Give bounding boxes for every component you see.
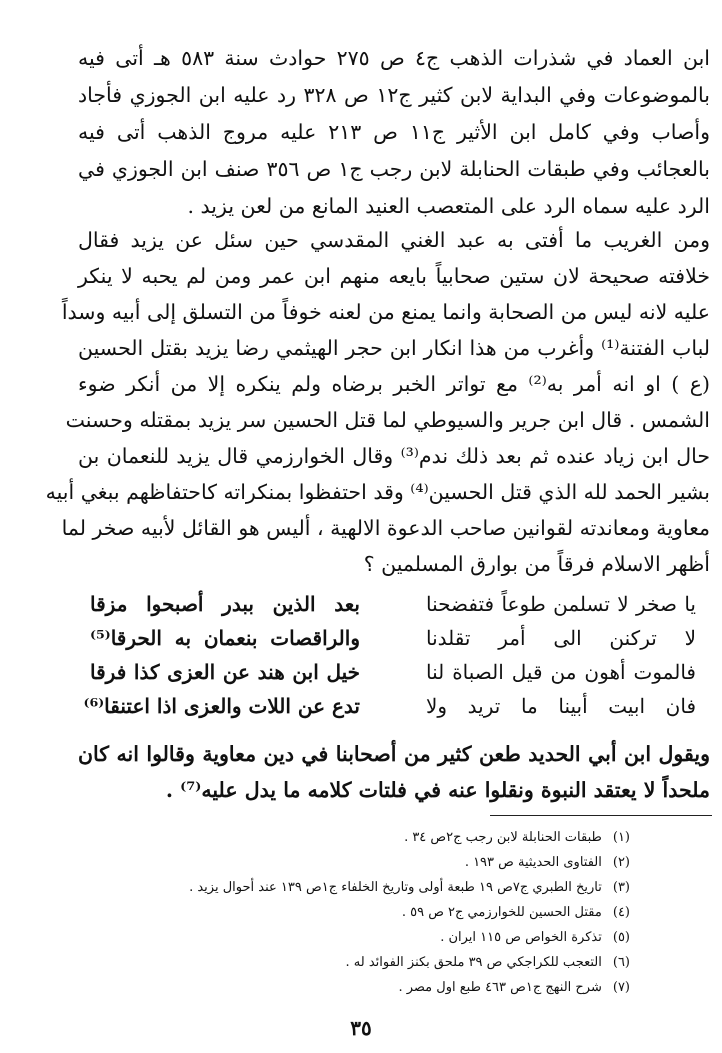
text-line: بشير الحمد لله الذي قتل الحسين⁽⁴⁾ وقد احتفظوا بمنكراته كاحتفاظهم ببغي أبيه — [45, 480, 710, 504]
footnote-number: (٦) — [612, 955, 630, 970]
verse-second-hemistich: تدع عن اللات والعزى اذا اعتنقا⁽⁶⁾ — [83, 694, 360, 718]
verse-second-hemistich: بعد الذين ببدر أصبحوا مزقا — [90, 592, 360, 616]
text-line: ملحداً لا يعتقد النبوة ونقلوا عنه في فلتات كلامه ما يدل عليه⁽⁷⁾ . — [165, 778, 710, 802]
footnote — [70, 851, 630, 875]
footnote — [70, 976, 630, 1000]
page-number: ٣٥ — [350, 1016, 372, 1040]
text-line: خلافته صحيحة لان ستين صحابياً بايعه منهم ابن عمر ومن لم يحبه لا ينكر — [78, 264, 710, 288]
text-line: الرد عليه سماه الرد على المتعصب العنيد المانع من لعن يزيد . — [187, 194, 710, 218]
text-line: ويقول ابن أبي الحديد طعن كثير من أصحابنا في دين معاوية وقالوا انه كان — [78, 742, 710, 766]
footnote-text: التعجب للكراجكي ص ٣٩ ملحق بكنز الفوائد له . — [345, 955, 602, 970]
text-line: عليه لانه ليس من الصحابة وانما يمنع من لعنه خوفاً من التسلق إلى أبيه وسداً — [61, 300, 710, 324]
footnote-number: (١) — [612, 830, 630, 845]
footnote-separator — [490, 815, 712, 816]
footnote-text: شرح النهج ج١ص ٤٦٣ طبع اول مصر . — [398, 980, 602, 995]
footnote-number: (٧) — [612, 980, 630, 995]
text-line: وأصاب وفي كامل ابن الأثير ج١١ ص ٢١٣ عليه مروج الذهب أتى فيه — [78, 120, 710, 144]
text-line: لباب الفتنة⁽¹⁾ وأغرب من هذا انكار ابن حجر الهيثمي رضا يزيد بقتل الحسين — [78, 336, 710, 360]
poem-verse — [90, 655, 696, 689]
text-line: (ع ) او انه أمر به⁽²⁾ مع تواتر الخبر برضاه ولم ينكره إلا من أنكر ضوء — [78, 372, 710, 396]
verse-first-hemistich: لا تركنن الى أمر تقلدنا — [426, 626, 696, 650]
text-line: بالموضوعات وفي البداية لابن كثير ج١٢ ص ٣٢٨ رد عليه ابن الجوزي فأجاد — [78, 83, 710, 107]
verse-second-hemistich: خيل ابن هند عن العزى كذا فرقا — [90, 660, 360, 684]
footnote — [70, 826, 630, 850]
footnote-number: (٤) — [612, 905, 630, 920]
text-line: معاوية ومعاندته لقوانين صاحب الدعوة الالهية ، أليس هو القائل لأبيه صخر لما — [61, 516, 710, 540]
text-line: أظهر الاسلام فرقاً من بوارق المسلمين ؟ — [363, 552, 710, 576]
text-line: الشمس . قال ابن جرير والسيوطي لما قتل الحسين سر يزيد بمقتله وحسنت — [65, 408, 710, 432]
verse-first-hemistich: فالموت أهون من قيل الصباة لنا — [426, 660, 696, 684]
poem-verse — [90, 621, 696, 655]
footnote — [70, 876, 630, 900]
poem-verse — [90, 587, 696, 621]
footnote-text: تاريخ الطبري ج٧ص ١٩ طبعة أولى وتاريخ الخلفاء ج١ص ١٣٩ عند أحوال يزيد . — [189, 880, 602, 895]
footnote-number: (٢) — [612, 855, 630, 870]
footnote — [70, 901, 630, 925]
footnote-number: (٥) — [612, 930, 630, 945]
footnote-text: طبقات الحنابلة لابن رجب ج٢ص ٣٤ . — [404, 830, 602, 845]
footnote-text: الفتاوى الحديثية ص ١٩٣ . — [464, 855, 602, 870]
footnote — [70, 926, 630, 950]
verse-second-hemistich: والراقصات بنعمان به الحرقا⁽⁵⁾ — [90, 626, 360, 650]
text-line: حال ابن زياد عنده ثم بعد ذلك ندم⁽³⁾ وقال الخوارزمي قال يزيد للنعمان بن — [78, 444, 711, 468]
footnote-text: تذكرة الخواص ص ١١٥ ايران . — [440, 930, 602, 945]
text-line: ومن الغريب ما أفتى به عبد الغني المقدسي حين سئل عن يزيد فقال — [78, 228, 710, 252]
verse-first-hemistich: فان ابيت أبينا ما تريد ولا — [426, 694, 696, 718]
text-line: ابن العماد في شذرات الذهب ج٤ ص ٢٧٥ حوادث سنة ٥٨٣ هـ أتى فيه — [78, 46, 710, 70]
verse-first-hemistich: يا صخر لا تسلمن طوعاً فتفضحنا — [426, 592, 696, 616]
footnote — [70, 951, 630, 975]
footnote-number: (٣) — [612, 880, 630, 895]
footnote-text: مقتل الحسين للخوارزمي ج٢ ص ٥٩ . — [401, 905, 602, 920]
text-line: بالعجائب وفي طبقات الحنابلة لابن رجب ج١ ص ٣٥٦ صنف ابن الجوزي في — [78, 157, 711, 181]
poem-verse — [83, 689, 696, 723]
